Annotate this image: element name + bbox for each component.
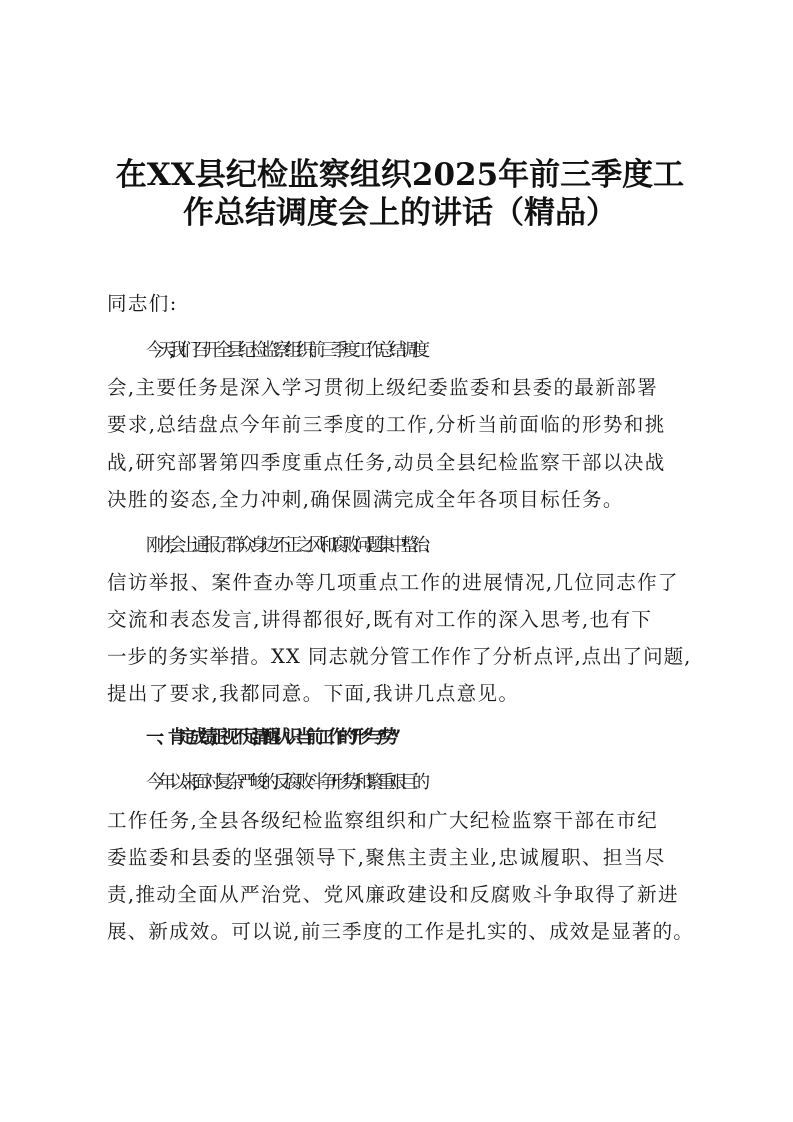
paragraph-2-line: 一步的务实举措。XX 同志就分管工作作了分析点评,点出了问题, <box>107 645 692 668</box>
paragraph-2-line: 刚才,会上通报了群众身边不正之风和腐败问题集中整治、 <box>146 535 436 556</box>
paragraph-1-line: 战,研究部署第四季度重点任务,动员全县纪检监察干部以决战 <box>107 451 666 474</box>
paragraph-3-line: 委监委和县委的坚强领导下,聚焦主责主业,忠诚履职、担当尽 <box>107 846 666 869</box>
section-heading-1: 一、肯定成绩,正视不足,清醒认识当前工作的“形”与“势” <box>146 727 394 748</box>
paragraph-1-line: 决胜的姿态,全力冲刺,确保圆满完成全年各项目标任务。 <box>107 488 624 511</box>
paragraph-3-line: 工作任务,全县各级纪检监察组织和广大纪检监察干部在市纪 <box>107 809 658 832</box>
paragraph-1-line: 会,主要任务是深入学习贯彻上级纪委监委和县委的最新部署 <box>107 376 658 399</box>
paragraph-3-line: 责,推动全面从严治党、党风廉政建设和反腐败斗争取得了新进 <box>107 883 679 906</box>
document-title-line-1: 在XX县纪检监察组织2025年前三季度工 <box>115 157 685 193</box>
paragraph-2-line: 交流和表态发言,讲得都很好,既有对工作的深入思考,也有下 <box>107 608 653 631</box>
paragraph-3-line: 今年以来,面对复杂严峻的反腐败斗争形势和繁重艰巨的 <box>146 772 424 793</box>
paragraph-1-line: 今天,我们召开全县纪检监察组织前三季度工作总结调度 <box>146 340 424 361</box>
paragraph-2-line: 提出了要求,我都同意。下面,我讲几点意见。 <box>107 682 520 705</box>
document-title-line-2: 作总结调度会上的讲话（精品） <box>183 195 617 231</box>
paragraph-1-line: 要求,总结盘点今年前三季度的工作,分析当前面临的形势和挑 <box>107 413 666 436</box>
paragraph-3-line: 展、新成效。可以说,前三季度的工作是扎实的、成效是显著的。 <box>107 920 694 943</box>
paragraph-2-line: 信访举报、案件查办等几项重点工作的进展情况,几位同志作了 <box>107 571 679 594</box>
salutation: 同志们: <box>107 292 178 315</box>
